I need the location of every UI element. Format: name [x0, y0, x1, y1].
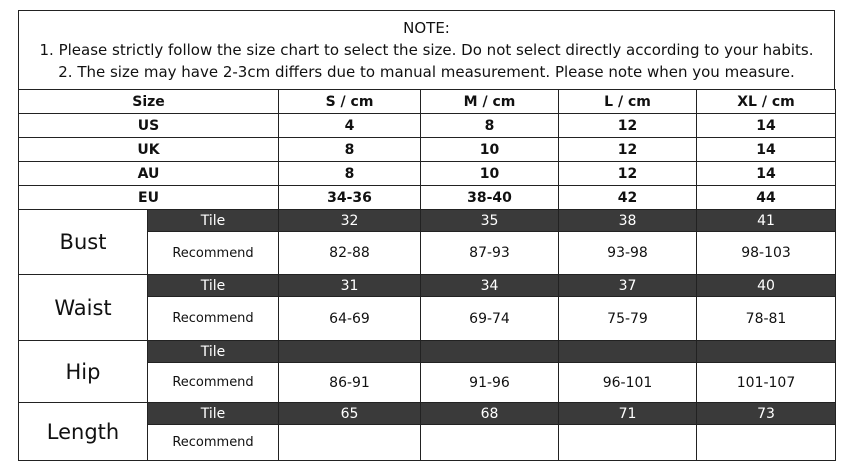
- tile-label: Tile: [148, 210, 279, 232]
- region-value: 12: [559, 114, 697, 138]
- recommend-value: 64-69: [279, 297, 421, 341]
- tile-value: 40: [697, 275, 836, 297]
- recommend-value: 75-79: [559, 297, 697, 341]
- header-xl: XL / cm: [697, 90, 836, 114]
- region-value: 44: [697, 186, 836, 210]
- recommend-value: [697, 425, 836, 461]
- header-l: L / cm: [559, 90, 697, 114]
- region-value: 12: [559, 162, 697, 186]
- waist-tile-row: [19, 275, 836, 297]
- tile-value: [559, 341, 697, 363]
- bust-tile-row: [19, 210, 836, 232]
- recommend-value: 101-107: [697, 363, 836, 403]
- measurement-name: Waist: [19, 275, 148, 341]
- size-table: [18, 89, 836, 461]
- recommend-value: 98-103: [697, 232, 836, 275]
- region-value: 34-36: [279, 186, 421, 210]
- tile-value: 35: [421, 210, 559, 232]
- region-value: 42: [559, 186, 697, 210]
- tile-value: 73: [697, 403, 836, 425]
- recommend-value: 69-74: [421, 297, 559, 341]
- tile-value: 38: [559, 210, 697, 232]
- recommend-value: 87-93: [421, 232, 559, 275]
- tile-value: 65: [279, 403, 421, 425]
- tile-value: 37: [559, 275, 697, 297]
- tile-value: [697, 341, 836, 363]
- recommend-value: 86-91: [279, 363, 421, 403]
- region-value: 8: [421, 114, 559, 138]
- region-row-eu: [19, 186, 836, 210]
- tile-value: [421, 341, 559, 363]
- recommend-value: 93-98: [559, 232, 697, 275]
- region-value: 8: [279, 138, 421, 162]
- region-row-au: [19, 162, 836, 186]
- region-value: 14: [697, 162, 836, 186]
- note-line-2: 2. The size may have 2-3cm differs due to manual measurement. Please note when you measure.: [58, 63, 795, 81]
- measurement-name: Bust: [19, 210, 148, 275]
- tile-label: Tile: [148, 275, 279, 297]
- recommend-label: Recommend: [148, 425, 279, 461]
- header-m: M / cm: [421, 90, 559, 114]
- tile-label: Tile: [148, 403, 279, 425]
- recommend-value: [279, 425, 421, 461]
- region-value: 4: [279, 114, 421, 138]
- note-title: NOTE:: [403, 19, 450, 37]
- region-row-us: [19, 114, 836, 138]
- tile-label: Tile: [148, 341, 279, 363]
- tile-value: 68: [421, 403, 559, 425]
- note-box: [18, 10, 835, 89]
- recommend-label: Recommend: [148, 363, 279, 403]
- recommend-label: Recommend: [148, 297, 279, 341]
- tile-value: 31: [279, 275, 421, 297]
- header-size: Size: [19, 90, 279, 114]
- size-chart: [18, 10, 835, 461]
- region-label: AU: [19, 162, 279, 186]
- note-line-1: 1. Please strictly follow the size chart to select the size. Do not select directly according to your habits.: [39, 41, 814, 59]
- measurement-name: Length: [19, 403, 148, 461]
- header-s: S / cm: [279, 90, 421, 114]
- recommend-value: [559, 425, 697, 461]
- recommend-value: 82-88: [279, 232, 421, 275]
- region-value: 38-40: [421, 186, 559, 210]
- length-tile-row: [19, 403, 836, 425]
- tile-value: 32: [279, 210, 421, 232]
- region-value: 8: [279, 162, 421, 186]
- region-row-uk: [19, 138, 836, 162]
- tile-value: 41: [697, 210, 836, 232]
- region-label: US: [19, 114, 279, 138]
- tile-value: [279, 341, 421, 363]
- recommend-value: [421, 425, 559, 461]
- region-value: 12: [559, 138, 697, 162]
- tile-value: 34: [421, 275, 559, 297]
- recommend-value: 78-81: [697, 297, 836, 341]
- region-value: 10: [421, 162, 559, 186]
- recommend-label: Recommend: [148, 232, 279, 275]
- region-value: 14: [697, 114, 836, 138]
- tile-value: 71: [559, 403, 697, 425]
- header-row: [19, 90, 836, 114]
- hip-tile-row: [19, 341, 836, 363]
- recommend-value: 91-96: [421, 363, 559, 403]
- region-value: 14: [697, 138, 836, 162]
- measurement-name: Hip: [19, 341, 148, 403]
- region-value: 10: [421, 138, 559, 162]
- region-label: EU: [19, 186, 279, 210]
- recommend-value: 96-101: [559, 363, 697, 403]
- region-label: UK: [19, 138, 279, 162]
